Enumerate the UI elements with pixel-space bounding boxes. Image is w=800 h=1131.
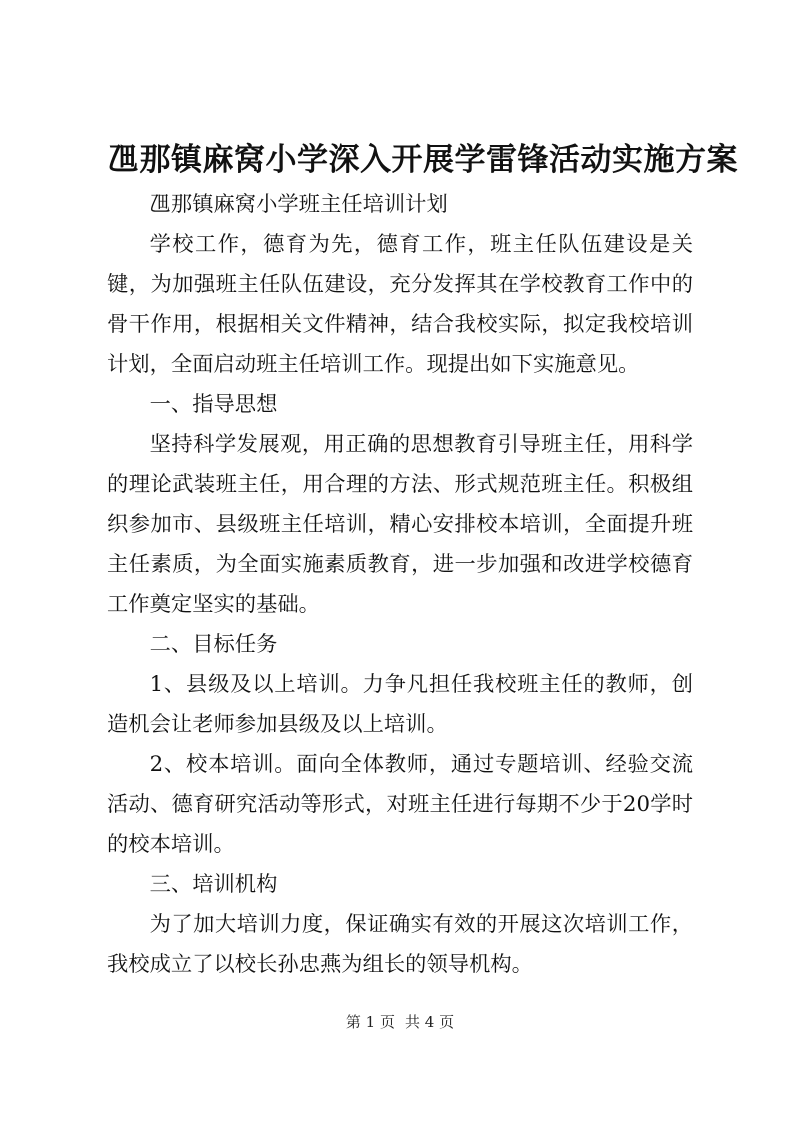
document-title: 乪那镇麻窝小学深入开展学雷锋活动实施方案	[108, 142, 738, 178]
section-heading-organization: 三、培训机构	[149, 872, 278, 897]
page-footer	[0, 1012, 800, 1032]
goal-item-school-training: 2、校本培训。面向全体教师，通过专题培训、经验交流活动、德育研究活动等形式，对班主任进行每期不少于20学时的校本培训。	[107, 752, 693, 857]
subtitle-paragraph: 乪那镇麻窝小学班主任培训计划	[149, 192, 448, 217]
section-heading-guiding-thought: 一、指导思想	[149, 392, 278, 417]
page-number: 第 1 页	[345, 1013, 395, 1031]
guiding-thought-paragraph: 坚持科学发展观，用正确的思想教育引导班主任，用科学的理论武装班主任，用合理的方法、形式规范班主任。积极组织参加市、县级班主任培训，精心安排校本培训，全面提升班主任素质，为全面实施素质教育，进一步加强和改进学校德育工作奠定坚实的基础。	[107, 432, 693, 617]
page-total: 共 4 页	[405, 1013, 455, 1031]
goal-item-county-training: 1、县级及以上培训。力争凡担任我校班主任的教师，创造机会让老师参加县级及以上培训。	[107, 672, 693, 737]
section-heading-goals: 二、目标任务	[149, 632, 278, 657]
organization-paragraph: 为了加大培训力度，保证确实有效的开展这次培训工作，我校成立了以校长孙忠燕为组长的领导机构。	[107, 912, 693, 977]
document-body	[107, 185, 693, 985]
intro-paragraph: 学校工作，德育为先，德育工作，班主任队伍建设是关键，为加强班主任队伍建设，充分发挥其在学校教育工作中的骨干作用，根据相关文件精神，结合我校实际，拟定我校培训计划，全面启动班主任培训工作。现提出如下实施意见。	[107, 232, 693, 377]
